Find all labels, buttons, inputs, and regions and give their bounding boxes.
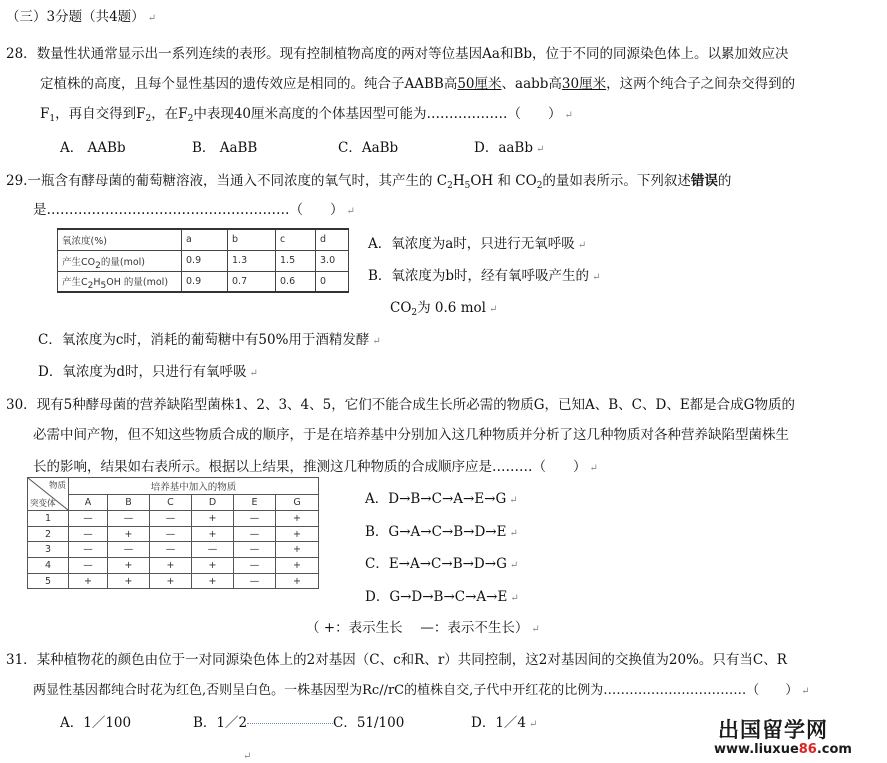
q29-option-b-cont: $CO_2$为 0.6 mol ↵ bbox=[390, 300, 498, 318]
cell: + bbox=[276, 526, 319, 542]
cell: — bbox=[234, 526, 276, 542]
cell: b bbox=[228, 229, 276, 250]
logo-chinese-name: 出国留学网 bbox=[718, 718, 828, 742]
q29-line2: 是………………………………………………（ ） ↵ bbox=[33, 202, 355, 218]
q28-option-a: A． AABb bbox=[60, 140, 126, 156]
cell: + bbox=[69, 573, 108, 589]
cell: — bbox=[234, 573, 276, 589]
cell: 0.9 bbox=[182, 271, 228, 292]
cell: + bbox=[150, 573, 192, 589]
table-header-row bbox=[28, 478, 319, 495]
q31-line1: 31．某种植物花的颜色由位于一对同源染色体上的2对基因（C、c和R、r）共同控制，这2对基因间的交换值为20%。只有当C、R bbox=[6, 652, 787, 668]
column-header: B bbox=[108, 494, 150, 511]
end-return-mark: ↵ bbox=[243, 751, 252, 762]
q29-option-a: A．氧浓度为a时，只进行无氧呼吸 ↵ bbox=[368, 236, 587, 252]
cell: 0.6 bbox=[276, 271, 316, 292]
site-watermark-logo bbox=[712, 714, 884, 762]
table-row bbox=[58, 250, 349, 271]
row-label: 产生$CO_2$的量(mol) bbox=[58, 250, 182, 271]
cell: + bbox=[276, 542, 319, 558]
cell: + bbox=[192, 573, 234, 589]
cell: 0 bbox=[316, 271, 349, 292]
cell: — bbox=[69, 542, 108, 558]
cell: + bbox=[108, 573, 150, 589]
q30-option-b: B．G→A→C→B→D→E ↵ bbox=[365, 524, 518, 540]
q29-option-b: B．氧浓度为b时，经有氧呼吸产生的 ↵ bbox=[368, 268, 601, 284]
q30-line3: 长的影响，结果如右表所示。根据以上结果，推测这几种物质的合成顺序应是………（ ） ↵ bbox=[33, 459, 598, 475]
logo-url: www.liuxue86.com bbox=[714, 742, 852, 757]
q29-option-c: C．氧浓度为c时，消耗的葡萄糖中有50%用于酒精发酵 ↵ bbox=[38, 332, 381, 348]
table-header: 培养基中加入的物质 bbox=[69, 478, 319, 495]
cell: + bbox=[192, 526, 234, 542]
dotted-underline bbox=[247, 723, 335, 724]
q28-option-d: D．aaBb ↵ bbox=[474, 140, 545, 156]
cell: + bbox=[192, 558, 234, 574]
table-row bbox=[28, 558, 319, 574]
q28-line3: $F_1$，再自交得到$F_2$，在$F_2$中表现40厘米高度的个体基因型可能为………………（ ） ↵ bbox=[40, 106, 573, 124]
q30-legend: （ +：表示生长 —：表示不生长） ↵ bbox=[306, 620, 540, 636]
section-header: （三）3分题（共4题） ↵ bbox=[6, 9, 157, 25]
q31-option-b: B．1／2 bbox=[193, 713, 335, 733]
cell: — bbox=[150, 511, 192, 527]
q30-option-c: C．E→A→C→B→D→G ↵ bbox=[365, 556, 519, 572]
table-row bbox=[58, 271, 349, 292]
cell: a bbox=[182, 229, 228, 250]
q31-option-a: A．1／100 bbox=[60, 715, 132, 731]
q29-option-d: D．氧浓度为d时，只进行有氧呼吸 ↵ bbox=[38, 364, 258, 380]
cell: d bbox=[316, 229, 349, 250]
row-label: 产生$C_2H_5OH$ 的量(mol) bbox=[58, 271, 182, 292]
column-header: C bbox=[150, 494, 192, 511]
cell: c bbox=[276, 229, 316, 250]
cell: — bbox=[234, 558, 276, 574]
q30-option-d: D．G→D→B→C→A→E ↵ bbox=[365, 589, 519, 605]
cell: + bbox=[108, 526, 150, 542]
cell: — bbox=[108, 511, 150, 527]
q30-option-a: A．D→B→C→A→E→G ↵ bbox=[365, 491, 518, 507]
q29-data-table bbox=[57, 228, 349, 293]
cell: 1.3 bbox=[228, 250, 276, 271]
q28-option-b: B． AaBB bbox=[192, 140, 258, 156]
row-label: 2 bbox=[28, 526, 69, 542]
row-label: 1 bbox=[28, 511, 69, 527]
q31-option-c: C．51/100 bbox=[333, 715, 405, 731]
section-header-text: （三）3分题（共4题） bbox=[6, 9, 145, 25]
cell: + bbox=[276, 511, 319, 527]
q31-option-d: D．1／4 ↵ bbox=[471, 715, 538, 731]
cell: — bbox=[234, 511, 276, 527]
cell: — bbox=[150, 526, 192, 542]
cell: — bbox=[192, 542, 234, 558]
cell: 1.5 bbox=[276, 250, 316, 271]
q30-line2: 必需中间产物，但不知这些物质合成的顺序，于是在培养基中分别加入这几种物质并分析了这几种物质对各种营养缺陷型菌株生 bbox=[33, 427, 789, 443]
cell: 3.0 bbox=[316, 250, 349, 271]
table-row bbox=[58, 229, 349, 250]
row-label: 氧浓度(%) bbox=[58, 229, 182, 250]
q28-line1: 28．数量性状通常显示出一系列连续的表形。现有控制植物高度的两对等位基因Aa和Bb，位于不同的同源染色体上。以累加效应决 bbox=[6, 46, 789, 62]
q28-option-c: C．AaBb bbox=[338, 140, 399, 156]
cell: — bbox=[69, 511, 108, 527]
q29-line1: 29.一瓶含有酵母菌的葡萄糖溶液，当通入不同浓度的氧气时，其产生的 $C_2H_5OH$ 和 $CO_2$的量如表所示。下列叙述错误的 bbox=[6, 173, 732, 191]
column-header: D bbox=[192, 494, 234, 511]
cell: + bbox=[276, 573, 319, 589]
q30-line1: 30．现有5种酵母菌的营养缺陷型菌株1、2、3、4、5，它们不能合成生长所必需的物质G，已知A、B、C、D、E都是合成G物质的 bbox=[6, 397, 795, 413]
column-header: G bbox=[276, 494, 319, 511]
corner-cell bbox=[28, 478, 69, 511]
table-row bbox=[28, 573, 319, 589]
corner-top-label: 物质 bbox=[48, 481, 66, 491]
cell: 0.9 bbox=[182, 250, 228, 271]
q30-result-table bbox=[27, 477, 319, 589]
q28-line2: 定植株的高度，且每个显性基因的遗传效应是相同的。纯合子AABB高50厘米、aabb高30厘米，这两个纯合子之间杂交得到的 bbox=[40, 76, 796, 92]
cell: — bbox=[234, 542, 276, 558]
table-row bbox=[28, 526, 319, 542]
column-header: E bbox=[234, 494, 276, 511]
cell: + bbox=[192, 511, 234, 527]
table-row bbox=[28, 511, 319, 527]
row-label: 4 bbox=[28, 558, 69, 574]
cell: — bbox=[108, 542, 150, 558]
cell: — bbox=[69, 558, 108, 574]
cell: + bbox=[150, 558, 192, 574]
cell: + bbox=[108, 558, 150, 574]
row-label: 5 bbox=[28, 573, 69, 589]
corner-bottom-label: 突变体 bbox=[30, 499, 56, 509]
column-header-row bbox=[28, 494, 319, 511]
cell: + bbox=[276, 558, 319, 574]
cell: 0.7 bbox=[228, 271, 276, 292]
row-label: 3 bbox=[28, 542, 69, 558]
table-row bbox=[28, 542, 319, 558]
cell: — bbox=[150, 542, 192, 558]
cell: — bbox=[69, 526, 108, 542]
column-header: A bbox=[69, 494, 108, 511]
q31-line2: 两显性基因都纯合时花为红色,否则呈白色。一株基因型为Rc//rC的植株自交,子代中开红花的比例为……………………………（ ） ↵ bbox=[33, 683, 810, 698]
